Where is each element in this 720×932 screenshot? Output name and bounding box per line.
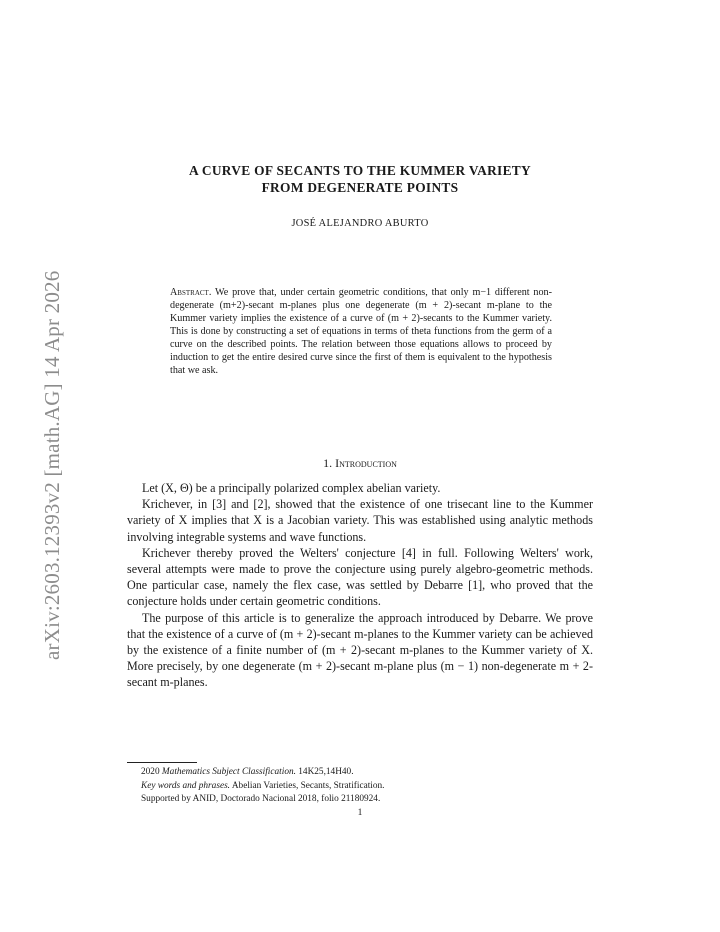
abstract: [170, 286, 552, 377]
footnote-msc-value: 14K25,14H40.: [298, 767, 354, 777]
paper-title-line-1: A CURVE OF SECANTS TO THE KUMMER VARIETY: [188, 163, 532, 178]
footnote-keywords-label: Key words and phrases.: [141, 780, 231, 791]
abstract-label: Abstract.: [170, 287, 212, 298]
paper-title-line-2: FROM DEGENERATE POINTS: [261, 180, 459, 195]
section-number: 1.: [323, 456, 333, 470]
section-title: Introduction: [335, 456, 397, 470]
footnote-msc: [141, 766, 593, 780]
footnote-msc-label: Mathematics Subject Classification.: [161, 767, 296, 777]
paragraph-1: Let (X, Θ) be a principally polarized complex abelian variety.: [142, 481, 441, 495]
footnote-keywords-value: Abelian Varieties, Secants, Stratification.: [231, 780, 385, 791]
paragraph-4: The purpose of this article is to generalize the approach introduced by Debarre. We prove that the existence of a curve of (m + 2)-secant m-planes to the Kummer variety can be achieved by the existence of a finite number of (m + 2)-secant m-planes to the Kummer variety of X. More precisely, by one degenerate (m + 2)-secant m-plane plus (m − 1) non-degenerate m + 2-secant m-planes.: [127, 610, 593, 690]
author-name: JOSÉ ALEJANDRO ABURTO: [291, 218, 429, 229]
introduction-body: [127, 480, 593, 691]
footnote-keywords: [141, 780, 593, 794]
arxiv-identifier-stamp: arXiv:2603.12393v2 [math.AG] 14 Apr 2026: [40, 270, 64, 660]
paragraph-2: Krichever, in [3] and [2], showed that the existence of one trisecant line to the Kummer variety of X implies that X is a Jacobian variety. This was established using analytic methods involving integrable systems and wave functions.: [127, 497, 593, 544]
paragraph-3: Krichever thereby proved the Welters' conjecture [4] in full. Following Welters' work, several attempts were made to prove the conjecture using purely algebro-geometric methods. One particular case, namely the flex case, was settled by Debarre [1], who proved that the conjecture holds under certain geometric conditions.: [127, 545, 593, 609]
footnotes: [141, 766, 593, 807]
section-heading-introduction: [0, 456, 720, 471]
paper-title: [0, 162, 720, 196]
footnote-support: Supported by ANID, Doctorado Nacional 2018, folio 21180924.: [141, 794, 381, 805]
footnote-divider: [127, 762, 197, 763]
abstract-text: We prove that, under certain geometric conditions, that only m−1 different non-degenerate (m+2)-secant m-planes plus one degenerate (m + 2)-secant m-plane to the Kummer variety implies the existence of a curve of (m + 2)-secants to the Kummer variety. This is done by constructing a set of equations in terms of theta functions from the germ of a curve on the described points. The relation between those equations allows to proceed by induction to get the entire desired curve since the first of them is equivalent to the hypothesis that we ask.: [170, 287, 552, 376]
footnote-msc-year: 2020: [141, 767, 160, 777]
page-number: 1: [357, 808, 363, 818]
